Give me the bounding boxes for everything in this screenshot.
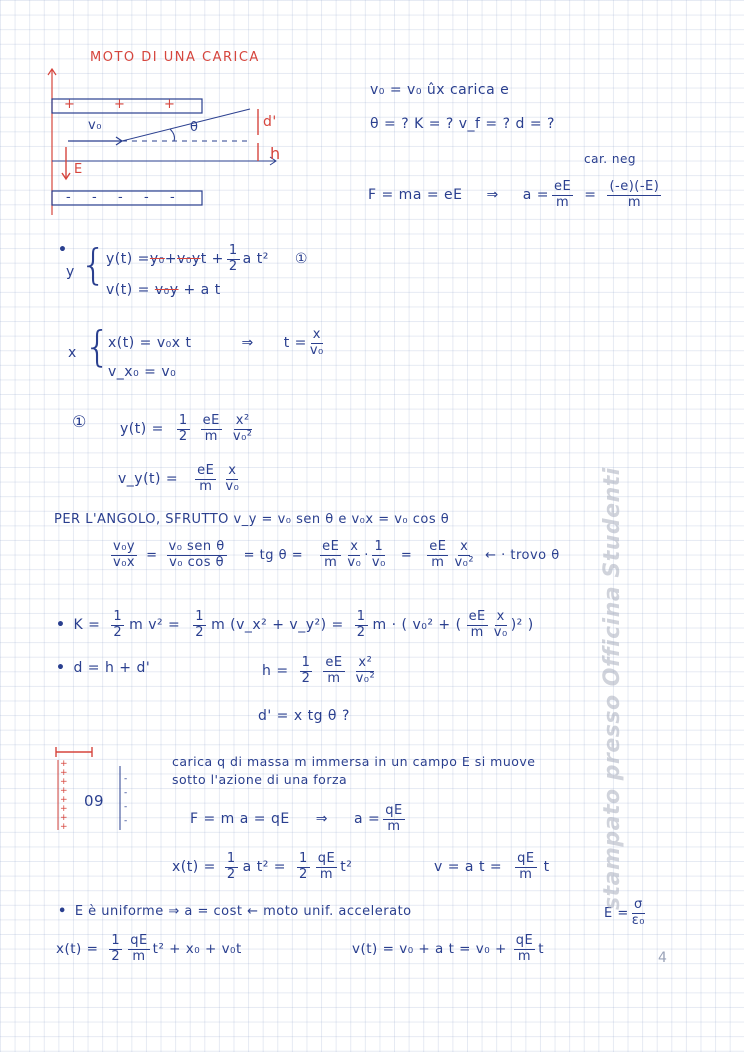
uniform-text: E è uniforme ⇒ a = cost ← moto unif. accelerato — [74, 904, 412, 919]
vy-result-lhs: v_y(t) = — [118, 471, 179, 488]
tg-theta: = tg θ = — [243, 547, 304, 563]
fraction: $\frac{x}{\text{v₀²}}$ — [454, 539, 475, 570]
fraction: $\frac{1}{2}$ — [228, 243, 238, 274]
h-lhs: h = — [262, 663, 289, 680]
page-title: MOTO DI UNA CARICA — [90, 50, 260, 65]
fraction: $\frac{eE}{m}$ — [202, 413, 220, 444]
v-end: t — [538, 941, 545, 958]
x-equation — [108, 328, 327, 359]
fraction: $\frac{qE}{m}$ — [317, 851, 336, 882]
fraction: $\frac{1}{2}$ — [113, 609, 123, 640]
y-eq-end: a t² — [242, 251, 269, 268]
plus-sign: + — [60, 813, 69, 823]
fraction: $\frac{x}{\text{v₀}}$ — [225, 463, 240, 494]
force-09: F = m a = qE — [190, 811, 290, 828]
theta-label: θ — [190, 120, 199, 135]
dot: · — [364, 547, 369, 563]
struck-term: v₀y — [154, 282, 179, 298]
fraction: $\frac{\text{v₀y}}{\text{v₀x}}$ — [113, 539, 136, 570]
fraction: $\frac{eE}{m}$ — [325, 655, 343, 686]
angle-intro: PER L'ANGOLO, SFRUTTO v_y = v₀ sen θ e v₀x = v₀ cos θ — [54, 512, 450, 527]
fraction: $\frac{x}{\text{v₀}}$ — [493, 609, 508, 640]
angle-equation — [108, 540, 560, 571]
bullet: • — [58, 242, 68, 258]
fraction: $\frac{eE}{m}$ — [322, 539, 340, 570]
fraction: $\frac{\text{v₀ sen θ}}{\text{v₀ cos θ}}$ — [168, 539, 225, 570]
fraction: $\frac{1}{2}$ — [301, 655, 311, 686]
v-lhs: v = a t = — [434, 859, 503, 876]
v-eq-pre: v(t) = — [106, 282, 155, 298]
fraction: $\frac{\text{x²}}{\text{v₀²}}$ — [355, 655, 376, 686]
v-eq-post: + a t — [178, 282, 221, 298]
minus-sign: - — [124, 816, 128, 826]
bullet: • — [58, 904, 67, 919]
energy-end: )² ) — [510, 617, 534, 634]
minus-sign: - — [170, 190, 176, 205]
x-eq: x(t) = v₀x t — [108, 335, 192, 352]
v-kinematics — [434, 852, 550, 883]
distance-lhs: d = h + d' — [73, 660, 151, 676]
v-equation — [106, 282, 221, 298]
d-prime-equation: d' = x tg θ ? — [258, 708, 350, 724]
minus-sign: - — [144, 190, 150, 205]
plus-sign: + — [114, 97, 126, 112]
implies-arrow: ⇒ — [315, 811, 328, 828]
struck-term: y₀ — [149, 251, 165, 268]
fraction: $\frac{1}{2}$ — [178, 413, 188, 444]
v0-label: v₀ — [88, 118, 102, 133]
givens-line2: θ = ? K = ? v_f = ? d = ? — [370, 116, 555, 132]
fraction: $\frac{eE}{m}$ — [429, 539, 447, 570]
fraction: $\frac{1}{2}$ — [356, 609, 366, 640]
plus-sign: + — [60, 768, 69, 778]
x-system-label: x — [68, 345, 77, 361]
problem-text-2: sotto l'azione di una forza — [172, 772, 348, 787]
circle-one-marker: ① — [294, 251, 308, 268]
negative-charge-note: car. neg — [584, 152, 637, 166]
fraction: $\frac{1}{2}$ — [298, 851, 308, 882]
bullet: • — [56, 660, 66, 676]
fraction: $\frac{x}{\text{v₀}}$ — [309, 327, 324, 358]
vy-result-equation — [118, 464, 242, 495]
energy-mid: m · ( v₀² + ( — [372, 617, 462, 634]
minus-sign: - — [66, 190, 72, 205]
plus-sign: + — [164, 97, 176, 112]
t-equals: t = — [283, 335, 307, 352]
brace-icon: { — [80, 240, 108, 289]
e-equals: E = — [604, 905, 629, 921]
x-final-equation — [56, 934, 242, 965]
plus: + — [164, 251, 178, 268]
minus-sign: - — [118, 190, 124, 205]
watermark: stampato presso Officina Studenti — [600, 467, 625, 910]
a-equals: a = — [353, 811, 381, 828]
force-left: F = ma = eE — [368, 187, 463, 204]
plus-sign: + — [60, 786, 69, 796]
page-number: 4 — [658, 950, 667, 966]
struck-term: v₀y — [177, 251, 201, 268]
uniform-field-note — [58, 904, 412, 919]
distance-equation — [56, 660, 150, 676]
y-equation-1 — [106, 244, 308, 275]
sign-fraction: $\frac{(-e)(-E)}{m}$ — [609, 179, 660, 210]
fraction: $\frac{eE}{m}$ — [468, 609, 486, 640]
y-eq-post: t + — [200, 251, 224, 268]
v-lhs: v(t) = v₀ + a t = v₀ + — [352, 941, 507, 958]
givens-line1: v₀ = v₀ ûx carica e — [370, 82, 510, 98]
d-prime-label: d' — [263, 114, 277, 130]
implies-arrow: ⇒ — [486, 187, 499, 204]
equals-sign: = — [400, 547, 413, 563]
bullet: • — [56, 617, 66, 634]
x-lhs: x(t) = — [172, 859, 216, 876]
energy-mid: m v² = — [129, 617, 181, 634]
fraction: $\frac{\text{x²}}{\text{v₀²}}$ — [232, 413, 253, 444]
force-equation — [368, 180, 664, 211]
brace-icon: { — [84, 322, 112, 371]
vx0-equation: v_x₀ = v₀ — [108, 364, 177, 380]
force-equation-09 — [190, 804, 408, 835]
fraction: $\frac{qE}{m}$ — [515, 933, 534, 964]
fraction: $\frac{x}{\text{v₀}}$ — [347, 539, 362, 570]
y-eq-pre: y(t) = — [106, 251, 150, 268]
minus-sign: - — [124, 802, 128, 812]
fraction: $\frac{qE}{m}$ — [385, 803, 403, 834]
fraction: $\frac{eE}{m}$ — [197, 463, 215, 494]
plus-sign: + — [60, 804, 69, 814]
circle-one-marker: ① — [72, 412, 87, 431]
e-field-label: E — [74, 162, 83, 177]
x-end: t² + x₀ + v₀t — [152, 941, 242, 958]
section-number: 09 — [84, 792, 105, 810]
plus-sign: + — [60, 795, 69, 805]
plus-sign: + — [60, 822, 69, 832]
plus-sign: + — [60, 759, 69, 769]
energy-equation — [56, 610, 534, 641]
h-equation — [262, 656, 378, 687]
energy-mid: m (v_x² + v_y²) = — [211, 617, 344, 634]
v-end: t — [543, 859, 550, 876]
x-mid: a t² = — [242, 859, 286, 876]
x-kinematics — [172, 852, 352, 883]
h-label: h — [270, 144, 281, 163]
minus-sign: - — [92, 190, 98, 205]
x-end: t² — [340, 859, 353, 876]
implies-arrow: ⇒ — [241, 335, 254, 352]
equals-sign: = — [584, 187, 597, 204]
fraction: $\frac{eE}{m}$ — [554, 179, 572, 210]
fraction: $\frac{1}{2}$ — [111, 933, 121, 964]
plus-sign: + — [60, 777, 69, 787]
energy-lhs: K = — [73, 617, 101, 634]
y-system-label: y — [66, 264, 75, 280]
minus-sign: - — [124, 788, 128, 798]
a-equals: a = — [522, 187, 549, 204]
equals-sign: = — [146, 547, 158, 563]
fraction: $\frac{\sigma}{\text{ε₀}}$ — [631, 897, 645, 928]
plus-sign: + — [64, 97, 76, 112]
y-result-equation — [120, 414, 256, 445]
problem-text-1: carica q di massa m immersa in un campo E si muove — [172, 754, 536, 769]
fraction: $\frac{qE}{m}$ — [130, 933, 148, 964]
v-final-equation — [352, 934, 544, 965]
fraction: $\frac{qE}{m}$ — [517, 851, 535, 882]
minus-sign: - — [124, 774, 128, 784]
find-theta-note: ← · trovo θ — [485, 547, 560, 563]
x-lhs: x(t) = — [56, 941, 99, 958]
fraction: $\frac{1}{2}$ — [226, 851, 236, 882]
fraction: $\frac{1}{\text{v₀}}$ — [371, 539, 386, 570]
fraction: $\frac{1}{2}$ — [195, 609, 205, 640]
y-result-lhs: y(t) = — [120, 421, 164, 438]
